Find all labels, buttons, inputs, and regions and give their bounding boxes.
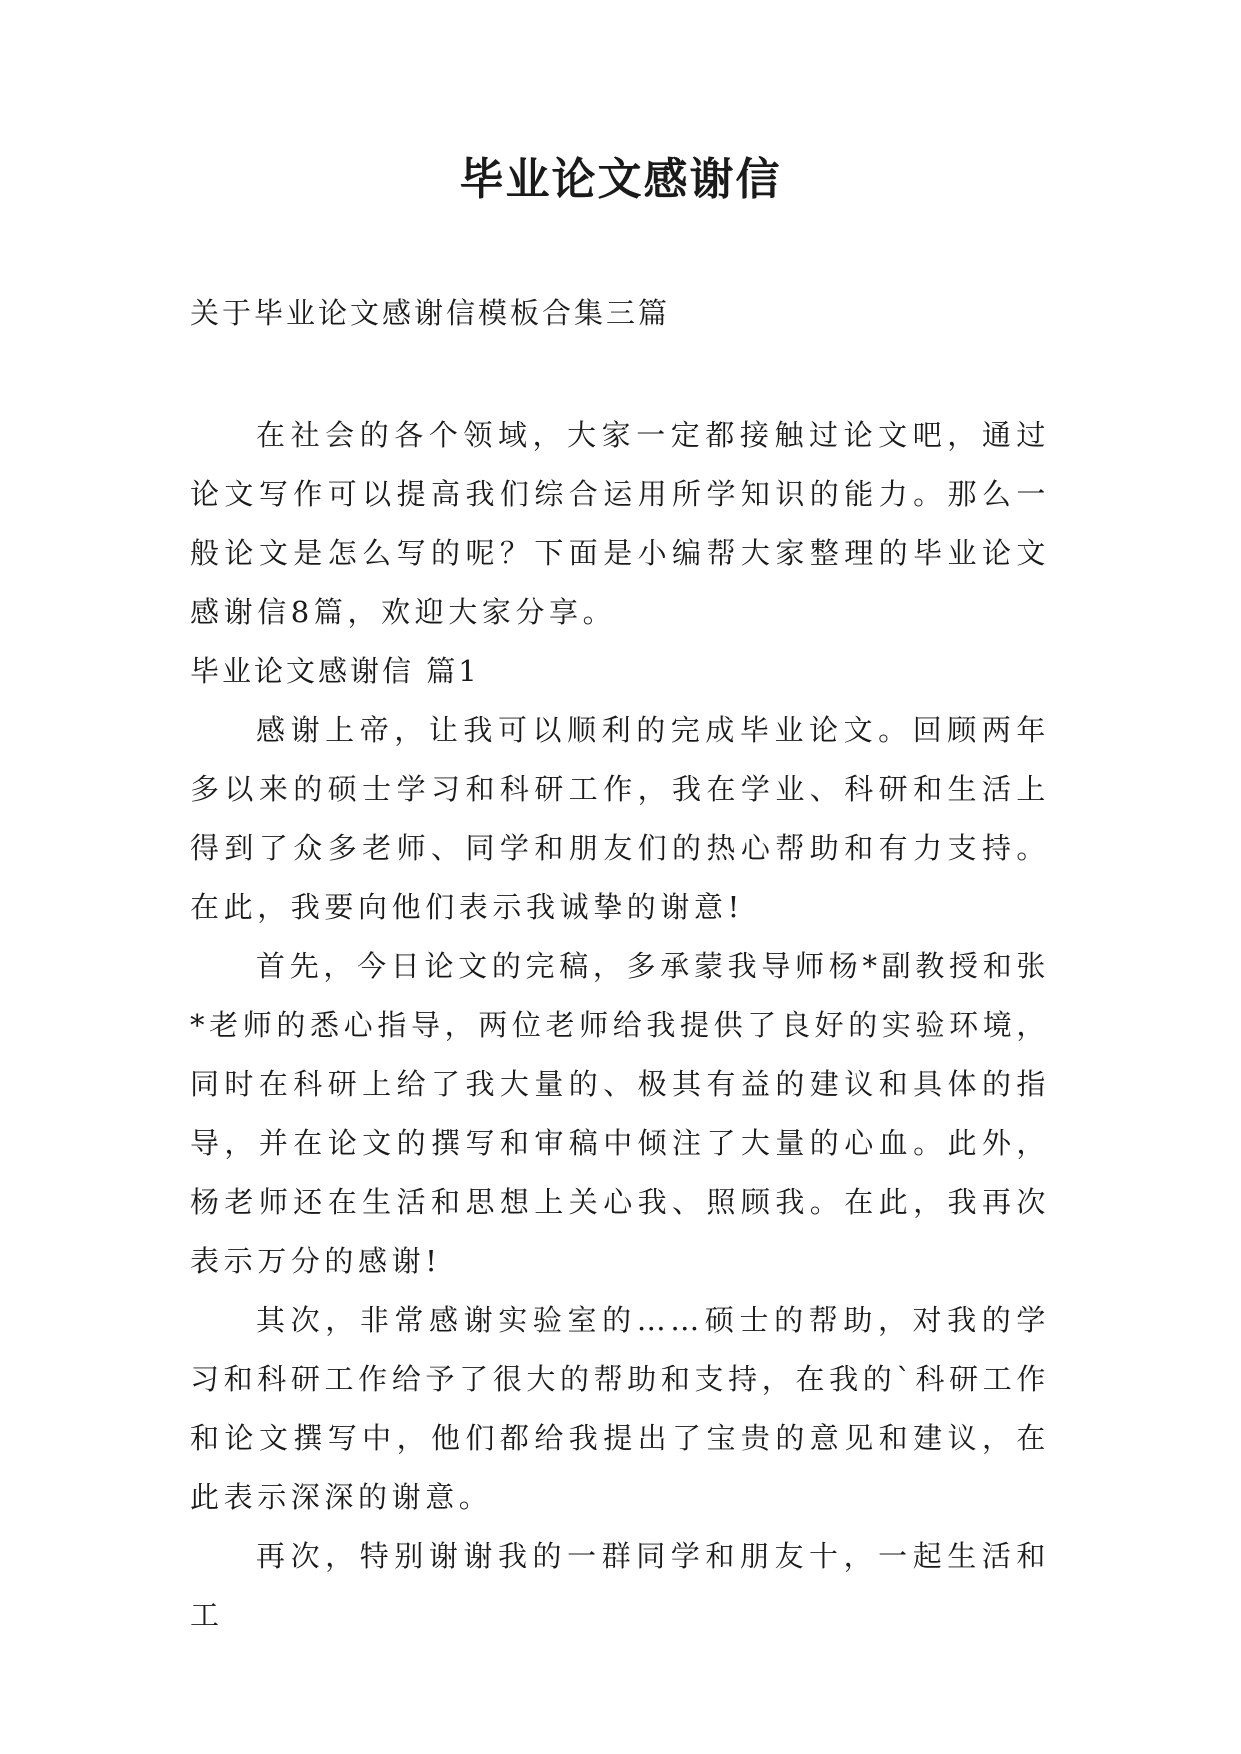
document-body bbox=[190, 406, 1050, 1645]
body-paragraph-3: 其次，非常感谢实验室的……硕士的帮助，对我的学习和科研工作给予了很大的帮助和支持，在我的`科研工作和论文撰写中，他们都给我提出了宝贵的意见和建议，在此表示深深的谢意。 bbox=[190, 1303, 1050, 1514]
intro-paragraph: 在社会的各个领域，大家一定都接触过论文吧，通过论文写作可以提高我们综合运用所学知识的能力。那么一般论文是怎么写的呢？下面是小编帮大家整理的毕业论文感谢信8篇，欢迎大家分享。 bbox=[190, 418, 1050, 629]
document-subtitle: 关于毕业论文感谢信模板合集三篇 bbox=[190, 296, 671, 330]
section-heading: 毕业论文感谢信 篇1 bbox=[190, 654, 480, 688]
document-title: 毕业论文感谢信 bbox=[459, 154, 782, 205]
body-paragraph-4: 再次，特别谢谢我的一群同学和朋友十，一起生活和工 bbox=[190, 1539, 1050, 1632]
body-paragraph-1: 感谢上帝，让我可以顺利的完成毕业论文。回顾两年多以来的硕士学习和科研工作，我在学业、科研和生活上得到了众多老师、同学和朋友们的热心帮助和有力支持。在此，我要向他们表示我诚挚的谢意! bbox=[190, 713, 1050, 924]
body-paragraph-2: 首先，今日论文的完稿，多承蒙我导师杨*副教授和张*老师的悉心指导，两位老师给我提供了良好的实验环境，同时在科研上给了我大量的、极其有益的建议和具体的指导，并在论文的撰写和审稿中倾注了大量的心血。此外，杨老师还在生活和思想上关心我、照顾我。在此，我再次表示万分的感谢! bbox=[190, 949, 1050, 1278]
